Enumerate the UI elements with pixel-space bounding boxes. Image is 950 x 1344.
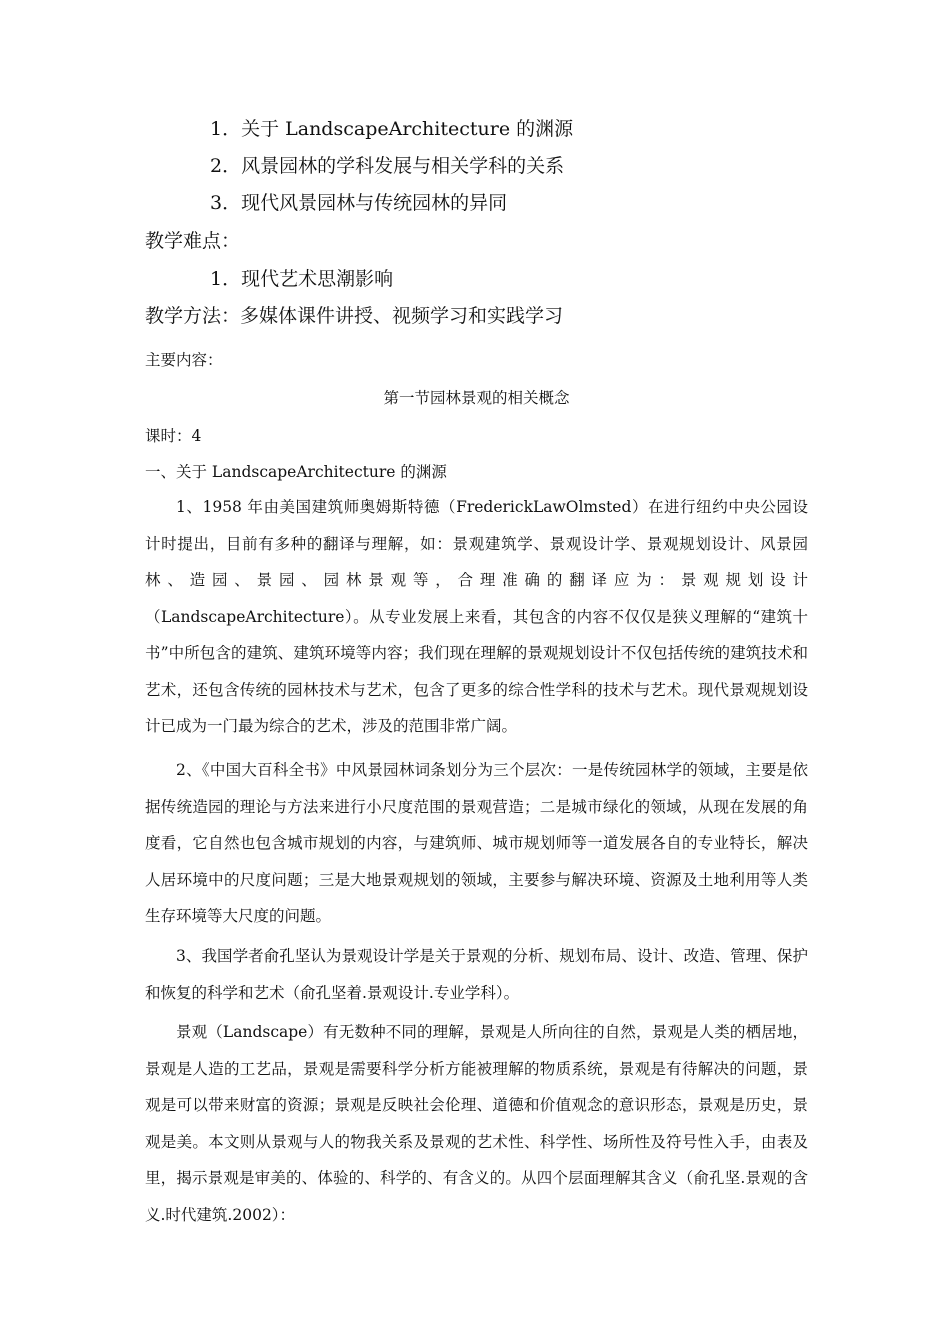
paragraph-4: 景观（Landscape）有无数种不同的理解，景观是人所向往的自然，景观是人类的栖居地，景观是人造的工艺品，景观是需要科学分析方能被理解的物质系统，景观是有待解决的问题，景观是可以带来财富的资源；景观是反映社会伦理、道德和价值观念的意识形态，景观是历史，景观是美。本文则从景观与人的物我关系及景观的艺术性、科学性、场所性及符号性入手，由表及里，揭示景观是审美的、体验的、科学的、有含义的。从四个层面理解其含义（俞孔坚.景观的含义.时代建筑.2002）： bbox=[145, 1023, 808, 1224]
difficulty-label: 教学难点： bbox=[145, 230, 241, 252]
main-content-label: 主要内容： bbox=[145, 351, 223, 369]
subsection-title: 一、关于 LandscapeArchitecture 的渊源 bbox=[145, 463, 447, 481]
key-point-1: 1．关于 LandscapeArchitecture 的渊源 bbox=[210, 118, 574, 140]
difficulty-item-1: 1．现代艺术思潮影响 bbox=[210, 268, 394, 290]
section-title: 第一节园林景观的相关概念 bbox=[383, 389, 570, 407]
paragraph-3: 3、我国学者俞孔坚认为景观设计学是关于景观的分析、规划布局、设计、改造、管理、保护和恢复的科学和艺术（俞孔坚着.景观设计.专业学科）。 bbox=[145, 947, 808, 1002]
key-point-3: 3．现代风景园林与传统园林的异同 bbox=[210, 192, 508, 214]
paragraph-2: 2、《中国大百科全书》中风景园林词条划分为三个层次：一是传统园林学的领域，主要是依据传统造园的理论与方法来进行小尺度范围的景观营造；二是城市绿化的领域，从现在发展的角度看，它自然也包含城市规划的内容，与建筑师、城市规划师等一道发展各自的专业特长，解决人居环境中的尺度问题；三是大地景观规划的领域，主要参与解决环境、资源及土地利用等人类生存环境等大尺度的问题。 bbox=[145, 761, 808, 925]
paragraph-1: 1、1958 年由美国建筑师奥姆斯特德（FrederickLawOlmsted）在进行纽约中央公园设计时提出，目前有多种的翻译与理解，如：景观建筑学、景观设计学、景观规划设计、风景园林、造园、景园、园林景观等，合理准确的翻译应为：景观规划设计（LandscapeArchitecture）。从专业发展上来看，其包含的内容不仅仅是狭义理解的“建筑十书”中所包含的建筑、建筑环境等内容；我们现在理解的景观规划设计不仅包括传统的建筑技术和艺术，还包含传统的园林技术与艺术，包含了更多的综合性学科的技术与艺术。现代景观规划设计已成为一门最为综合的艺术，涉及的范围非常广阔。 bbox=[145, 498, 808, 735]
teaching-method: 教学方法：多媒体课件讲授、视频学习和实践学习 bbox=[145, 305, 564, 327]
class-hours: 课时：4 bbox=[145, 427, 202, 445]
key-point-2: 2．风景园林的学科发展与相关学科的关系 bbox=[210, 155, 565, 177]
